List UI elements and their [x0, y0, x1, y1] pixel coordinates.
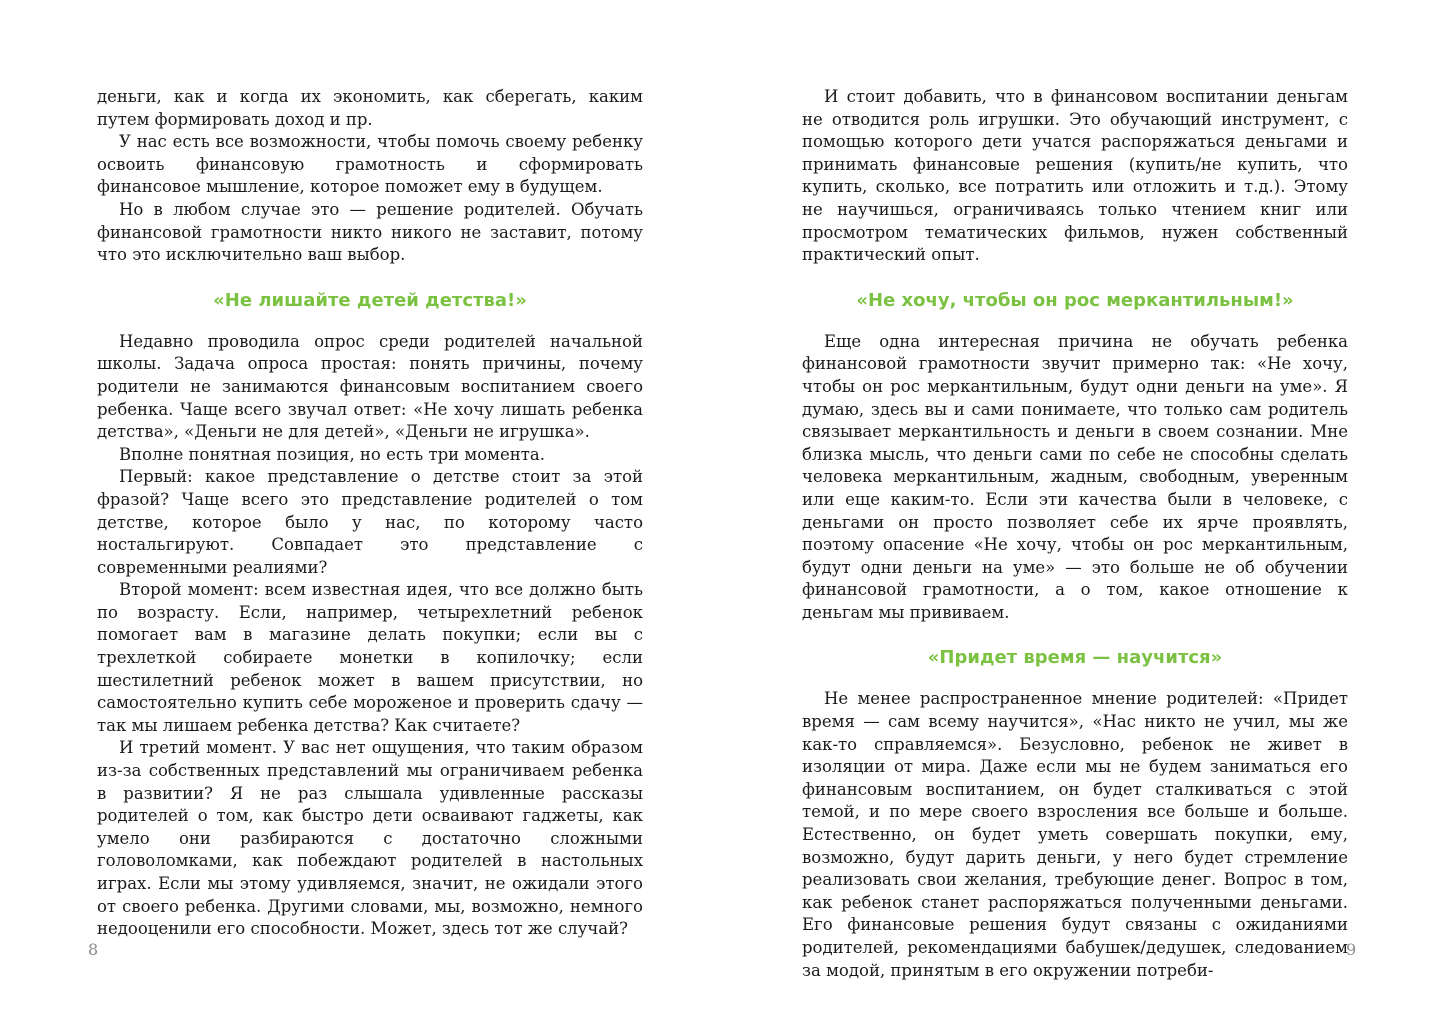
- left-paragraph-7: Второй момент: всем известная идея, что все должно быть по возрасту. Если, например, четырехлетний ребенок помогает вам в магазине делать покупки; если вы с трехлеткой собираете монетки в копилочку; если шестилетний ребенок может в вашем присутствии, но самостоятельно купить себе мороженое и проверить сдачу — так мы лишаем ребенка детства? Как считаете?: [97, 580, 643, 735]
- left-section-heading: «Не лишайте детей детства!»: [213, 289, 527, 311]
- page-number-left: 8: [88, 940, 99, 959]
- right-paragraph-1: И стоит добавить, что в финансовом воспитании деньгам не отводится роль игрушки. Это обучающий инструмент, с помощью которого дети учатся распоряжаться деньгами и принимать финансовые решения (купить/не купить, что купить, сколько, все потратить или отложить и т.д.). Этому не научишься, ограничиваясь только чтением книг или просмотром тематических фильмов, нужен собственный практический опыт.: [802, 87, 1348, 265]
- right-page: [802, 86, 1348, 982]
- left-paragraph-3: Но в любом случае это — решение родителей. Обучать финансовой грамотности никто никого не заставит, потому что это исключительно ваш выбор.: [97, 199, 643, 265]
- left-paragraph-2: У нас есть все возможности, чтобы помочь своему ребенку освоить финансовую грамотность и сформировать финансовое мышление, которое поможет ему в будущем.: [97, 132, 643, 197]
- right-paragraph-2: Еще одна интересная причина не обучать ребенка финансовой грамотности звучит примерно так: «Не хочу, чтобы он рос меркантильным, будут одни деньги на уме». Я думаю, здесь вы и сами понимаете, что только сам родитель связывает меркантильность и деньги в своем сознании. Мне близка мысль, что деньги сами по себе не способны сделать человека меркантильным, жадным, свободным, уверенным или еще каким-то. Если эти качества были в человеке, с деньгами он просто позволяет себе их ярче проявлять, поэтому опасение «Не хочу, чтобы он рос меркантильным, будут одни деньги на уме» — это больше не об обучении финансовой грамотности, а о том, какое отношение к деньгам мы прививаем.: [802, 331, 1348, 622]
- right-section-heading-2: «Придет время — научится»: [927, 647, 1223, 669]
- left-paragraph-1: деньги, как и когда их экономить, как сберегать, каким путем формировать доход и пр.: [97, 87, 643, 129]
- left-paragraph-8: И третий момент. У вас нет ощущения, что таким образом из-за собственных представлений мы ограничиваем ребенка в развитии? Я не раз слышала удивленные рассказы родителей о том, как быстро дети осваивают гаджеты, как умело они разбираются с достаточно сложными головоломками, как побеждают родителей в настольных играх. Если мы этому удивляемся, значит, не ожидали этого от своего ребенка. Другими словами, мы, возможно, немного недооценили его способности. Может, здесь тот же случай?: [97, 738, 643, 939]
- right-paragraph-3: Не менее распространенное мнение родителей: «Придет время — сам всему научится», «Нас никто не учил, мы же как-то справляемся». Безусловно, ребенок не живет в изоляции от мира. Даже если мы не будем заниматься его финансовым воспитанием, он будет сталкиваться с этой темой, и по мере своего взросления все больше и больше. Естественно, он будет уметь совершать покупки, ему, возможно, будут дарить деньги, у него будет стремление реализовать свои желания, требующие денег. Вопрос в том, как ребенок станет распоряжаться полученными деньгами. Его финансовые решения будут связаны с ожиданиями родителей, рекомендациями бабушек/дедушек, следованием за модой, принятым в его окружении потреби-: [802, 689, 1348, 980]
- page-number-right: 9: [1346, 940, 1357, 959]
- right-section-heading-1: «Не хочу, чтобы он рос меркантильным!»: [856, 289, 1294, 311]
- left-paragraph-4: Недавно проводила опрос среди родителей начальной школы. Задача опроса простая: понять причины, почему родители не занимаются финансовым воспитанием своего ребенка. Чаще всего звучал ответ: «Не хочу лишать ребенка детства», «Деньги не для детей», «Деньги не игрушка».: [97, 331, 643, 442]
- left-page: [97, 86, 643, 941]
- left-paragraph-5: Вполне понятная позиция, но есть три момента.: [119, 444, 545, 464]
- left-paragraph-6: Первый: какое представление о детстве стоит за этой фразой? Чаще всего это представление родителей о том детстве, которое было у нас, по которому часто ностальгируют. Совпадает это представление с современными реалиями?: [97, 467, 643, 577]
